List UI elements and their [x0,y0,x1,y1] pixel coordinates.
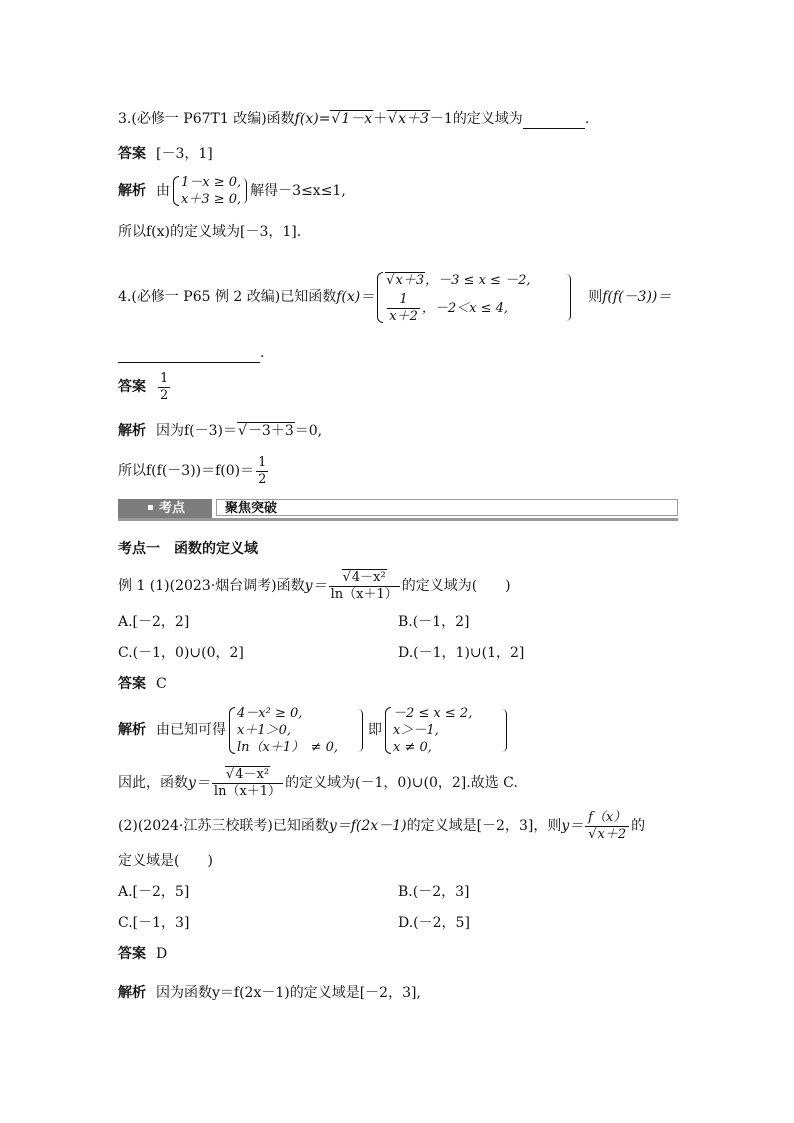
ex1-system-2 [385,705,501,756]
ex2-answer [118,944,167,964]
ex2-option-b[interactable]: B.(－2，3] [398,884,470,900]
ex1-sys1-row: ln（x＋1） ≠ 0, [237,739,339,755]
q3-answer-blank[interactable] [523,128,585,129]
ex2-analysis [118,983,421,1003]
ex1-sys2-row: x＞－1, [393,722,439,738]
ex1-y: y＝ [304,578,327,594]
ex2-option-a[interactable]: A.[－2，5] [118,884,190,900]
topic1-heading [118,539,258,559]
q4-stem [118,262,671,332]
ex2-den-radical: √ x＋2 [587,826,627,842]
ex1-option-b[interactable]: B.(－1，2] [398,614,470,630]
q4-number: 4. [118,289,132,305]
q4-answer-num: 1 [160,370,169,386]
square-bullet-icon [148,505,153,510]
q4-analysis [118,421,322,441]
q4-blank-line [118,343,264,363]
ex2-option-d[interactable]: D.(－2，5] [398,915,470,931]
ex2-y: y＝ [561,818,584,834]
q4-stem-a: 已知函数 [280,289,337,305]
q3-plus: ＋ [373,111,388,127]
q4-case2-num: 1 [399,291,408,307]
ex1-sys2-row: －2 ≤ x ≤ 2, [393,705,473,721]
q3-fx: f(x) [294,111,319,127]
q4-conclusion-fraction [256,455,268,488]
q4-analysis-b: ＝0, [294,423,323,439]
ex1-conclusion [118,763,518,803]
q4-case-1 [385,270,565,292]
ex2-answer-label: 答案 [118,946,146,962]
section-banner [118,499,678,521]
ex2-option-c[interactable]: C.[－1，3] [118,915,190,931]
ex2-numerator: f（x） [588,809,627,825]
ex1-conclusion-denominator: ln（x＋1） [213,783,282,799]
ex2-stem [118,806,645,846]
ex1-numerator [329,570,400,586]
q4-case2-den: x＋2 [389,308,418,324]
topic1-label: 考点一 [118,541,160,557]
ex1-stem-a: 例 1 (1)(2023·烟台调考)函数 [118,578,305,594]
ex1-analysis [118,700,504,760]
ex2-stem-cont: 定义域是( ) [118,853,213,869]
ex1-analysis-b: 即 [368,722,382,738]
q4-answer-label: 答案 [118,379,146,395]
q4-case-2 [385,292,565,325]
q4-answer-den: 2 [160,387,169,403]
ex1-sys2-row: x ≠ 0, [393,739,432,755]
q4-answer-blank[interactable] [118,362,260,363]
q3-radical-2: √ x＋3 [387,110,430,127]
q3-sys-row: x＋3 ≥ 0, [181,192,242,207]
q4-conclusion-num: 1 [258,454,267,470]
q3-stem-b: 的定义域为 [452,111,523,127]
ex1-sys1-row: 4－x² ≥ 0, [237,705,303,721]
q3-radical-1: √ 1－x [330,110,373,127]
ex1-option-d[interactable]: D.(－1，1)∪(1，2] [398,645,525,661]
q3-number: 3. [118,111,132,127]
ex1-denominator: ln（x＋1） [330,586,398,602]
ex2-analysis-label: 解析 [118,985,146,1001]
ex1-conclusion-fraction [212,767,283,800]
ex2-analysis-text: 因为函数y＝f(2x－1)的定义域是[－2，3], [156,985,421,1001]
ex2-stem-d: 的 [631,818,646,834]
q3-stem-a: 函数 [266,111,295,127]
q3-inequality-system [173,174,241,208]
q3-answer [118,144,213,164]
ex1-conclusion-y: y＝ [188,775,210,791]
q4-analysis-radical: √ －3＋3 [237,422,295,439]
q3-analysis-a: 由 [156,183,170,199]
ex1-answer-value: C [156,676,167,692]
q3-analysis-label: 解析 [118,183,146,199]
ex1-analysis-label: 解析 [118,722,146,738]
q3-answer-value: [－3，1] [156,146,213,162]
ex1-fraction [329,570,400,603]
ex1-option-c[interactable]: C.(－1，0)∪(0，2] [118,645,244,661]
ex1-stem-b: 的定义域为( ) [401,578,511,594]
ex1-stem [118,566,511,606]
ex1-answer [118,674,167,694]
q4-case1-cond: ，－3 ≤ x ≤ －2, [425,272,531,288]
ex1-conclusion-b: 的定义域为(－1，0)∪(0，2].故选 C. [285,775,518,791]
ex1-conclusion-a: 因此，函数 [118,775,188,791]
banner-title: 聚焦突破 [216,499,678,516]
ex1-num-radical: √ 4－x² [342,569,387,585]
q3-period: . [584,111,590,127]
q4-source: (必修一 P65 例 2 改编) [131,289,281,305]
topic1-title: 函数的定义域 [174,541,258,557]
q3-conclusion: 所以f(x)的定义域为[－3，1]. [118,224,302,240]
ex1-system-1 [229,705,357,756]
ex2-denominator [585,826,629,843]
q4-case2-fraction [387,292,420,325]
ex2-answer-value: D [156,946,168,962]
ex1-conclusion-num-radical: √ 4－x² [225,766,270,782]
q4-stem-b: 则 [588,289,603,305]
q4-piecewise [377,270,565,325]
q4-stem-c: f(f(－3))＝ [602,289,672,305]
ex1-conclusion-numerator [212,767,283,783]
q4-case1-radical: √ x＋3 [385,272,425,288]
ex1-sys1-row: x＋1＞0, [237,722,292,738]
q4-answer-fraction [158,371,170,404]
q3-answer-label: 答案 [118,146,146,162]
q4-period: . [260,345,265,361]
q4-answer [118,368,172,406]
ex1-analysis-a: 由已知可得 [156,722,226,738]
ex2-stem-a: (2)(2024·江苏三校联考)已知函数 [118,818,329,834]
q3-source: (必修一 P67T1 改编) [131,111,267,127]
banner-tag [118,499,212,518]
q3-analysis-b: 解得－3≤x≤1, [250,183,346,199]
q3-analysis [118,172,346,210]
ex1-option-a[interactable]: A.[－2，2] [118,614,190,630]
ex2-stem-b: y＝f(2x－1) [328,818,407,834]
q3-stem [118,109,589,129]
q4-analysis-a: 因为f(－3)＝ [156,423,238,439]
q4-conclusion [118,452,270,490]
q3-sys-row: 1－x ≥ 0, [181,175,242,190]
q4-analysis-label: 解析 [118,423,146,439]
banner-underline [118,518,678,521]
q4-conclusion-a: 所以f(f(－3))＝f(0)＝ [118,463,255,479]
ex1-answer-label: 答案 [118,676,146,692]
q4-conclusion-den: 2 [258,471,267,487]
ex2-fraction [585,810,629,843]
q4-fx: f(x)＝ [336,289,375,305]
banner-tag-label: 考点 [159,501,186,516]
q3-eq: = [318,111,331,127]
q4-case2-cond: ，－2＜x ≤ 4, [421,300,509,316]
ex2-stem-c: 的定义域是[－2，3]，则 [406,818,562,834]
q3-minus-one: －1 [429,111,453,127]
